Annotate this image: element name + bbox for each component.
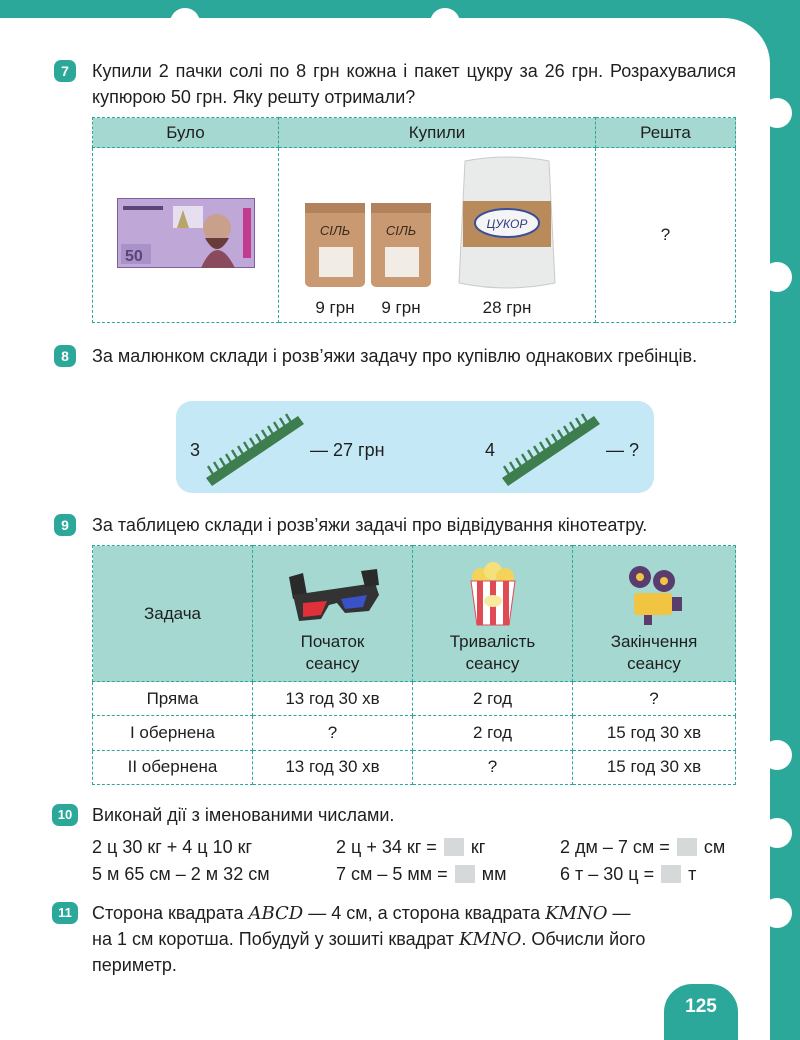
svg-text:СІЛЬ: СІЛЬ [385,223,417,239]
task-number: 9 [54,514,76,536]
expression: 2 дм – 7 см = см [560,837,726,857]
table-cell: ? [253,716,413,750]
popcorn-icon [463,561,523,627]
table-cell: ІІ обернена [93,750,253,784]
table-cell: 13 год 30 хв [253,750,413,784]
task-number: 8 [54,345,76,367]
column-label: Задача [143,603,202,623]
table-cell: І обернена [93,716,253,750]
price-label: 9 грн [315,298,355,318]
comb-count: 3 [190,440,201,460]
table-cell: 2 год [413,716,573,750]
task-text: За малюнком склади і розв’яжи задачу про купівлю однакових гребінців. [92,346,698,366]
film-projector-icon [622,563,686,627]
banknote-image [117,198,255,268]
page-tab [762,818,792,848]
banknote-value: 50 [124,247,143,265]
table-cell: ? [573,682,736,716]
task-number: 10 [52,804,78,826]
salt-bag-icon [305,203,365,287]
3d-glasses-icon [283,565,383,627]
sugar-bag-icon [459,157,555,288]
table-cell: 15 год 30 хв [573,716,736,750]
table-cell: 13 год 30 хв [253,682,413,716]
task-text: на 1 см коротша. Побудуй у зошиті квадрат KMNO. Обчисли його [92,929,646,950]
answer-box[interactable] [661,865,681,883]
table-cell: Пряма [93,682,253,716]
answer-box[interactable] [677,838,697,856]
table-header: Купили [279,118,596,148]
expression: 5 м 65 см – 2 м 32 см [92,864,270,884]
task-text: Виконай дії з іменованими числами. [92,805,395,825]
task-text: Купили 2 пачки солі по 8 грн кожна і пакет цукру за 26 грн. Розрахувалися купюрою 50 грн. Яку решту отримали? [92,61,736,107]
task-number: 7 [54,60,76,82]
column-label: Тривалість сеансу [449,632,536,673]
table-header [413,546,573,682]
page-tab [170,8,200,38]
table-header [573,546,736,682]
task-number: 11 [52,902,78,924]
page-tab [762,740,792,770]
page-number: 125 [664,984,738,1040]
comb-icon [200,408,310,488]
expression: 2 ц 30 кг + 4 ц 10 кг [92,837,253,857]
expression: 6 т – 30 ц = т [560,864,697,884]
task-text: периметр. [92,955,177,975]
column-label: Початок сеансу [300,632,365,673]
price-label: 28 грн [482,298,532,318]
task-text: За таблицею склади і розв’яжи задачі про відвідування кінотеатру. [92,515,648,535]
page-tab [762,262,792,292]
task-text: Сторона квадрата ABCD — 4 см, а сторона квадрата KMNO — [92,903,631,924]
comb-price: — ? [606,440,640,460]
page-tab [430,8,460,38]
svg-text:СІЛЬ: СІЛЬ [319,223,351,239]
comb-count: 4 [485,440,496,460]
svg-text:ЦУКОР: ЦУКОР [486,217,528,232]
purchase-table [92,117,736,323]
column-label: Закінчення сеансу [610,632,698,673]
page-tab [762,98,792,128]
table-cell: ? [596,148,736,323]
table-cell: ? [413,750,573,784]
comb-icon [496,408,606,488]
table-header [93,546,253,682]
groceries-image [279,149,595,321]
page-tab [762,898,792,928]
answer-box[interactable] [455,865,475,883]
table-header [253,546,413,682]
comb-price: — 27 грн [310,440,385,460]
salt-bag-icon [371,203,431,287]
table-cell [279,148,596,323]
answer-box[interactable] [444,838,464,856]
table-header: Було [93,118,279,148]
table-header: Решта [596,118,736,148]
cinema-table [92,545,736,785]
table-cell: 2 год [413,682,573,716]
expression: 2 ц + 34 кг = кг [336,837,486,857]
expression: 7 см – 5 мм = мм [336,864,507,884]
table-cell [93,148,279,323]
price-label: 9 грн [381,298,421,318]
table-cell: 15 год 30 хв [573,750,736,784]
